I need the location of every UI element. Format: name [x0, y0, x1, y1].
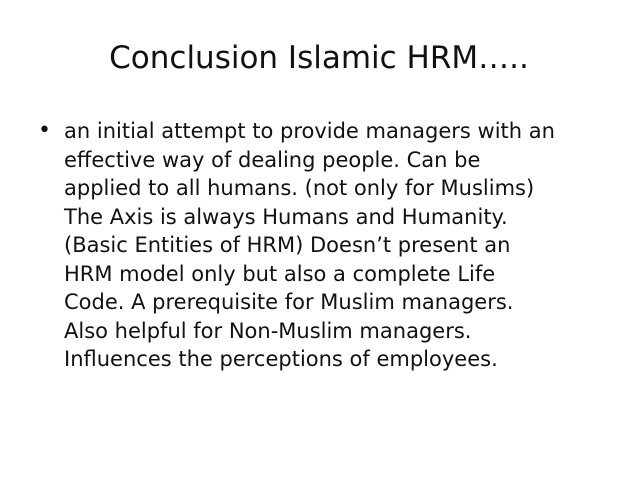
slide-title: Conclusion Islamic HRM….. [109, 40, 529, 76]
bullet-dot-icon: • [38, 118, 51, 143]
bullet-item [38, 117, 618, 374]
slide-body [38, 117, 618, 374]
bullet-line: (Basic Entities of HRM) Doesn’t present an [64, 233, 511, 257]
bullet-line: applied to all humans. (not only for Muslims) [64, 176, 535, 200]
bullet-line: Also helpful for Non-Muslim managers. [64, 318, 472, 343]
bullet-line: Influences the perceptions of employees. [64, 347, 498, 371]
bullet-line: The Axis is always Humans and Humanity. [64, 204, 508, 229]
bullet-line: HRM model only but also a complete Life [64, 261, 496, 286]
bullet-line: an initial attempt to provide managers with an [64, 119, 555, 143]
bullet-line: effective way of dealing people. Can be [64, 147, 481, 172]
bullet-line: Code. A prerequisite for Muslim managers. [64, 290, 514, 314]
